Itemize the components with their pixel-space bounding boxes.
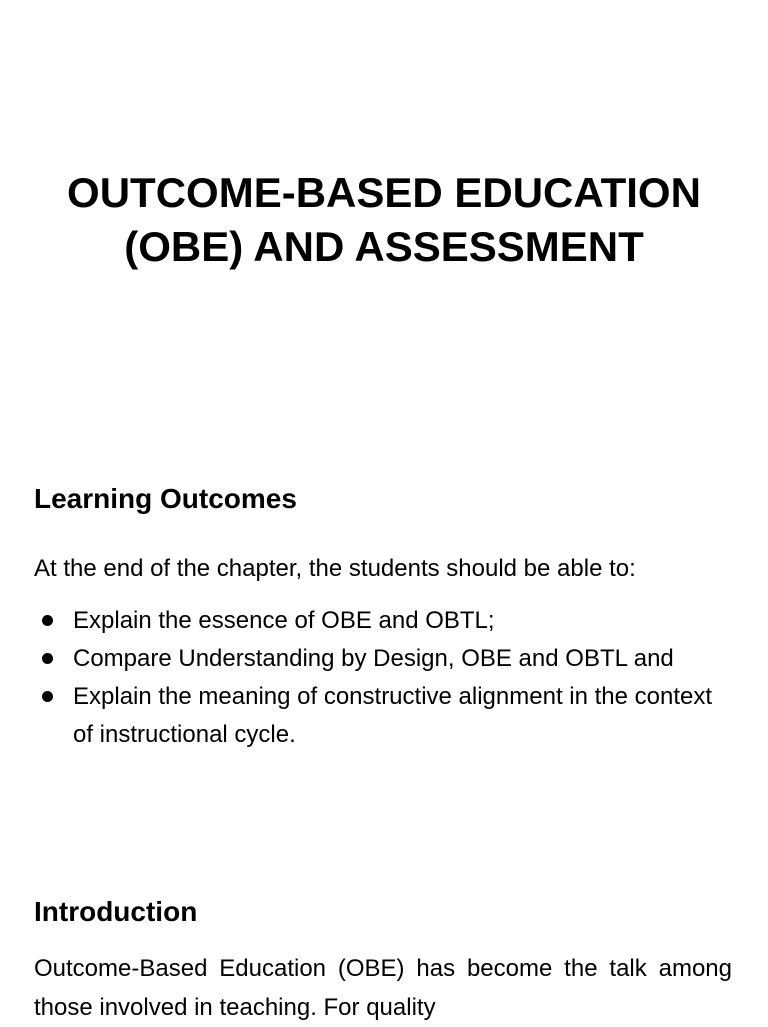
- learning-outcomes-intro: At the end of the chapter, the students should be able to:: [34, 555, 636, 582]
- learning-outcomes-list: [34, 602, 734, 754]
- page-title: OUTCOME-BASED EDUCATION (OBE) AND ASSESSMENT: [67, 169, 701, 270]
- list-item: [34, 678, 734, 754]
- bullet-icon: [42, 653, 53, 664]
- list-item-text: Explain the essence of OBE and OBTL;: [73, 607, 495, 634]
- learning-outcomes-heading: Learning Outcomes: [34, 483, 297, 514]
- list-item-text: Explain the meaning of constructive alignment in the context of instructional cycle.: [73, 683, 713, 748]
- list-item: [34, 602, 734, 640]
- list-item-text: Compare Understanding by Design, OBE and OBTL and: [73, 645, 674, 672]
- introduction-heading: Introduction: [34, 896, 198, 927]
- introduction-paragraph: Outcome-Based Education (OBE) has become the talk among those involved in teaching. For quality: [34, 955, 732, 1021]
- list-item: [34, 640, 734, 678]
- bullet-icon: [42, 691, 53, 702]
- bullet-icon: [42, 615, 53, 626]
